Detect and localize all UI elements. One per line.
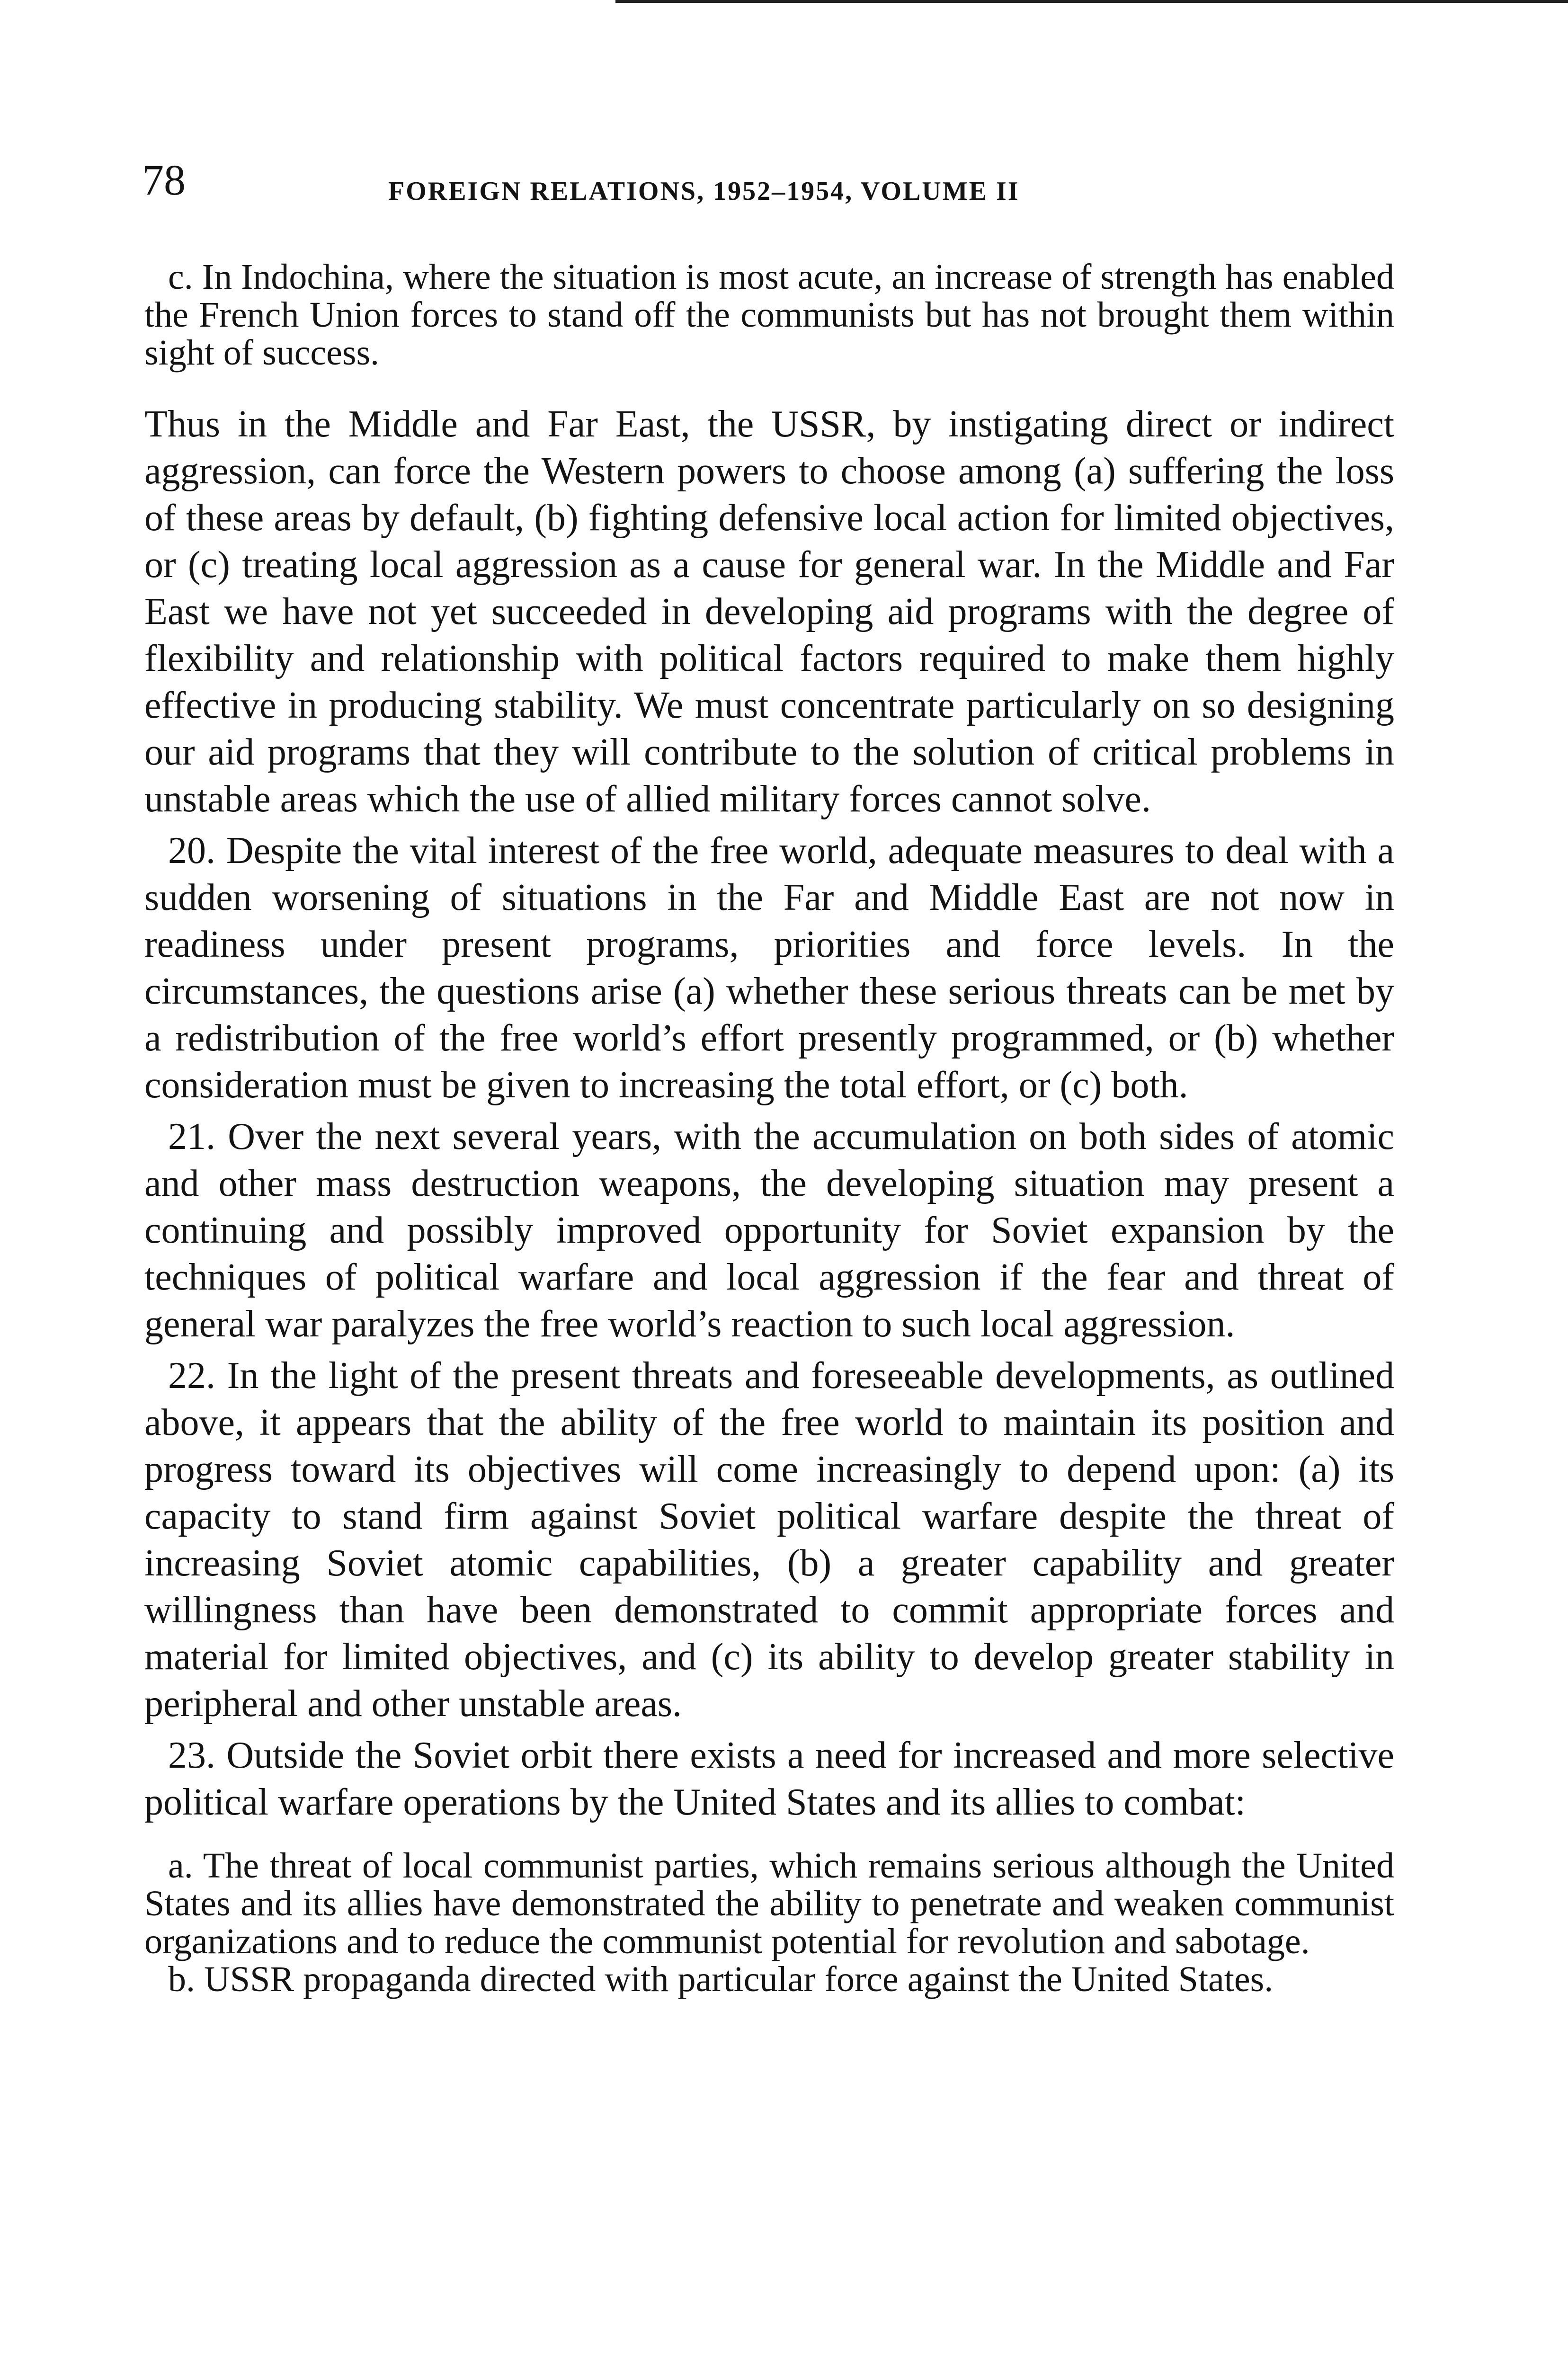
paragraph-22: 22. In the light of the present threats and foreseeable developments, as outlined above, it appears that the ability of the free world to maintain its position and progress toward its objectives will come increasingly to depend upon: (a) its capacity to stand firm against Soviet political warfare despite the threat of increasing Soviet atomic capabilities, (b) a greater capability and greater willingness than have been demonstrated to commit appropriate forces and material for limited objectives, and (c) its ability to develop greater stability in peripheral and other unstable areas.: [144, 1355, 1394, 1725]
top-border-rule: [615, 0, 1568, 3]
paragraph-c-indochina: c. In Indochina, where the situation is most acute, an increase of strength has enabled the French Union forces to stand off the communists but has not brought them within sight of success.: [144, 257, 1394, 373]
running-title: FOREIGN RELATIONS, 1952–1954, VOLUME II: [388, 177, 1020, 206]
paragraph-middle-far-east: Thus in the Middle and Far East, the USSR, by instigating direct or indirect aggression, can force the Western powers to choose among (a) suffering the loss of these areas by default, (b) fighting defensive local action for limited objectives, or (c) treating local aggression as a cause for general war. In the Middle and Far East we have not yet succeeded in developing aid programs with the degree of flexibility and relationship with political factors required to make them highly effective in producing stability. We must concentrate particularly on so designing our aid programs that they will contribute to the solution of critical problems in unstable areas which the use of allied military forces cannot solve.: [144, 403, 1394, 820]
document-body: [144, 258, 1394, 1998]
paragraph-21: 21. Over the next several years, with the accumulation on both sides of atomic and other mass destruction weapons, the developing situation may present a continuing and possibly improved opportunity for Soviet expansion by the techniques of political warfare and local aggression if the fear and threat of general war paralyzes the free world’s reaction to such local aggression.: [144, 1116, 1394, 1345]
paragraph-b-propaganda: b. USSR propaganda directed with particular force against the United States.: [168, 1959, 1274, 1999]
paragraph-23: 23. Outside the Soviet orbit there exists a need for increased and more selective political warfare operations by the United States and its allies to combat:: [144, 1735, 1394, 1823]
page-number: 78: [142, 156, 186, 204]
paragraph-a-local-parties: a. The threat of local communist parties, which remains serious although the United States and its allies have demonstrated the ability to penetrate and weaken communist organizations and to reduce the communist potential for revolution and sabotage.: [144, 1846, 1394, 1961]
page-header: [142, 156, 1420, 218]
paragraph-20: 20. Despite the vital interest of the free world, adequate measures to deal with a sudden worsening of situations in the Far and Middle East are not now in readiness under present programs, priorities and force levels. In the circumstances, the questions arise (a) whether these serious threats can be met by a redistribution of the free world’s effort presently programmed, or (b) whether consideration must be given to increasing the total effort, or (c) both.: [144, 830, 1394, 1106]
